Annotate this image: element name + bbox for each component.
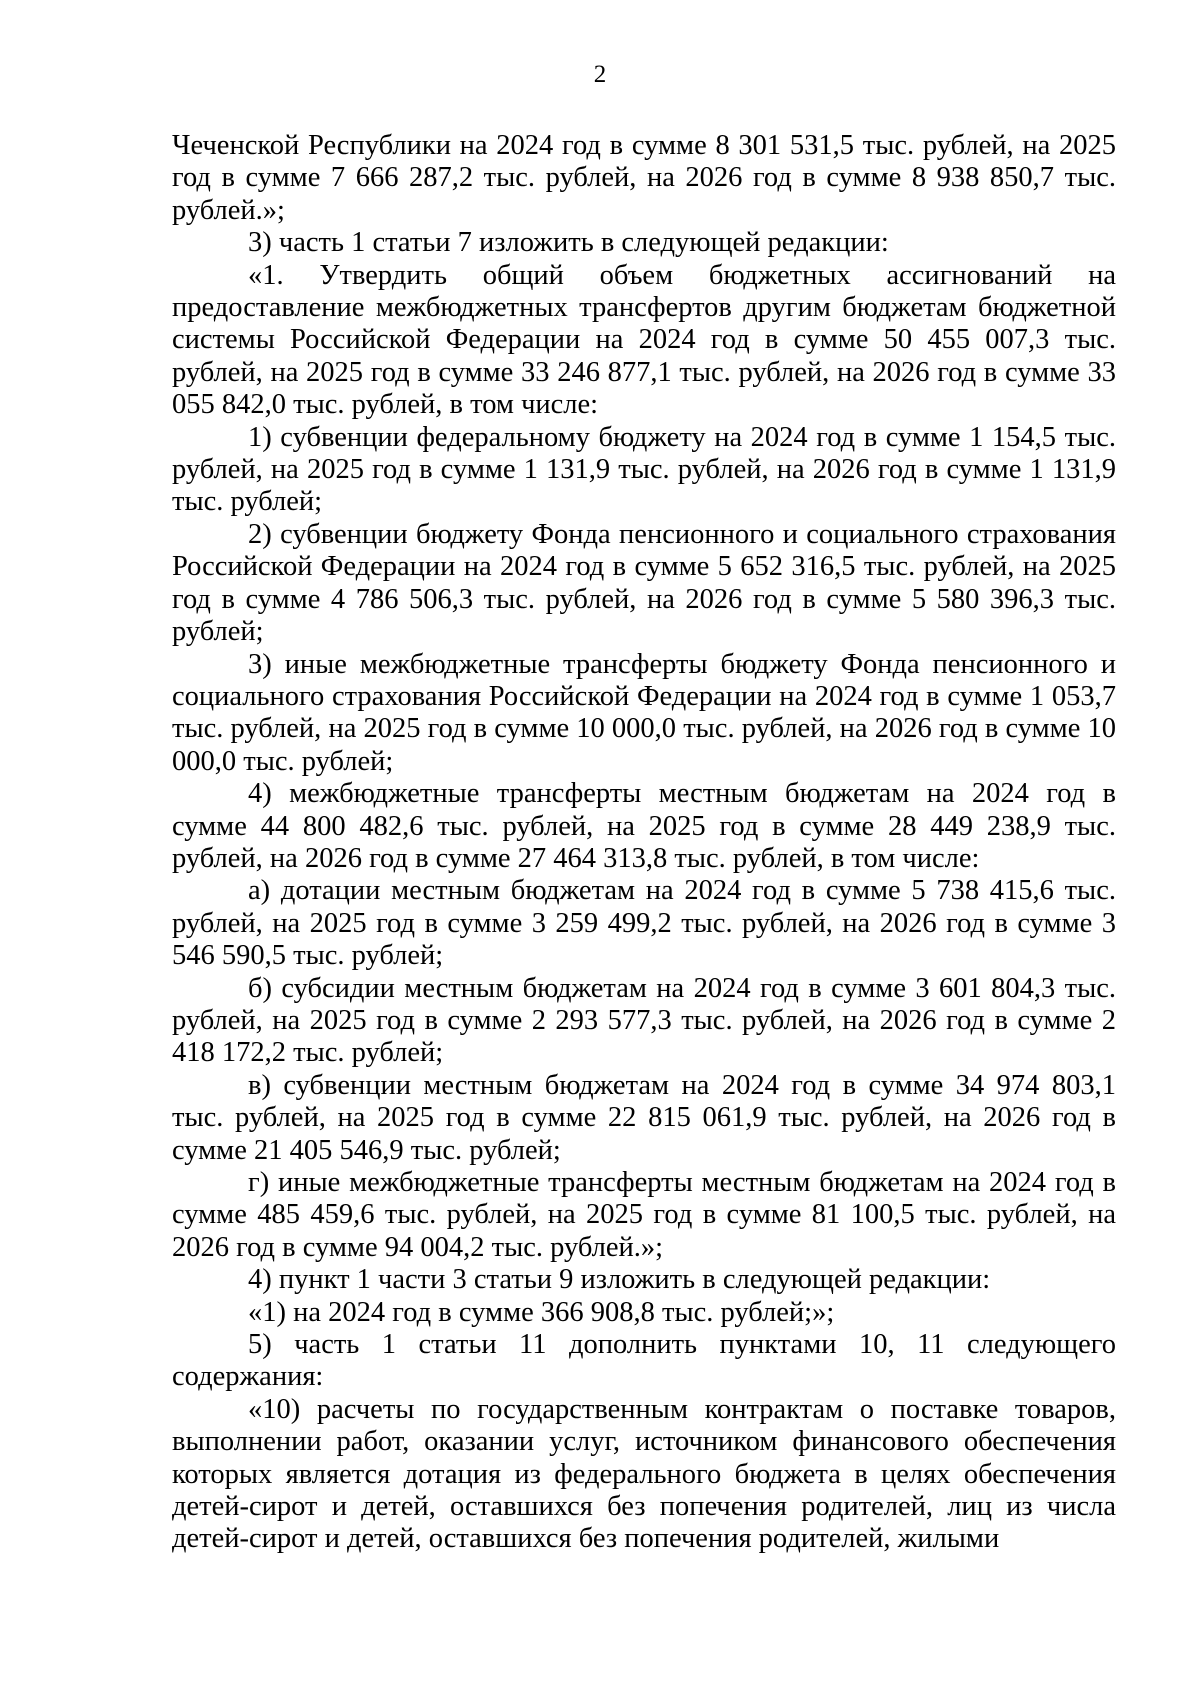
paragraph-item-4-text: «1) на 2024 год в сумме 366 908,8 тыс. рублей;»; [248, 1296, 835, 1328]
paragraph-subitem-g: г) иные межбюджетные трансферты местным бюджетам на 2024 год в сумме 485 459,6 тыс. рублей, на 2025 год в сумме 81 100,5 тыс. рублей, на 2026 год в сумме 94 004,2 тыс. рублей.»; [172, 1167, 1116, 1263]
paragraph-item-5: 5) часть 1 статьи 11 дополнить пунктами 10, 11 следующего содержания: [172, 1329, 1116, 1393]
paragraph-subitem-1: 1) субвенции федеральному бюджету на 2024 год в сумме 1 154,5 тыс. рублей, на 2025 год в сумме 1 131,9 тыс. рублей, на 2026 год в сумме 1 131,9 тыс. рублей; [172, 421, 1116, 518]
paragraph-item-4: 4) пункт 1 части 3 статьи 9 изложить в следующей редакции: [248, 1264, 991, 1296]
paragraph-subitem-a: а) дотации местным бюджетам на 2024 год в сумме 5 738 415,6 тыс. рублей, на 2025 год в сумме 3 259 499,2 тыс. рублей, на 2026 год в сумме 3 546 590,5 тыс. рублей; [172, 875, 1116, 972]
paragraph-subitem-2: 2) субвенции бюджету Фонда пенсионного и социального страхования Российской Федерации на 2024 год в сумме 5 652 316,5 тыс. рублей, на 2025 год в сумме 4 786 506,3 тыс. рублей, на 2026 год в сумме 5 580 396,3 тыс. рублей; [172, 518, 1116, 648]
page-number: 2 [593, 61, 607, 88]
paragraph-item-10: «10) расчеты по государственным контрактам о поставке товаров, выполнении работ, оказании услуг, источником финансового обеспечения которых является дотация из федерального бюджета в целях обеспечения детей-сирот и детей, оставшихся без попечения родителей, лиц из числа детей-сирот и детей, оставшихся без попечения родителей, жилыми [172, 1393, 1116, 1555]
paragraph-article-7-part-1: «1. Утвердить общий объем бюджетных ассигнований на предоставление межбюджетных трансфертов другим бюджетам бюджетной системы Российской Федерации на 2024 год в сумме 50 455 007,3 тыс. рублей, на 2025 год в сумме 33 246 877,1 тыс. рублей, на 2026 год в сумме 33 055 842,0 тыс. рублей, в том числе: [172, 259, 1116, 421]
document-body [172, 130, 1116, 1556]
paragraph-subitem-b: б) субсидии местным бюджетам на 2024 год в сумме 3 601 804,3 тыс. рублей, на 2025 год в сумме 2 293 577,3 тыс. рублей, на 2026 год в сумме 2 418 172,2 тыс. рублей; [172, 972, 1116, 1069]
paragraph-subitem-3: 3) иные межбюджетные трансферты бюджету Фонда пенсионного и социального страхования Российской Федерации на 2024 год в сумме 1 053,7 тыс. рублей, на 2025 год в сумме 10 000,0 тыс. рублей, на 2026 год в сумме 10 000,0 тыс. рублей; [172, 648, 1116, 777]
paragraph-subitem-4: 4) межбюджетные трансферты местным бюджетам на 2024 год в сумме 44 800 482,6 тыс. рублей, на 2025 год в сумме 28 449 238,9 тыс. рублей, на 2026 год в сумме 27 464 313,8 тыс. рублей, в том числе: [172, 778, 1116, 874]
paragraph-continuation: Чеченской Республики на 2024 год в сумме 8 301 531,5 тыс. рублей, на 2025 год в сумме 7 666 287,2 тыс. рублей, на 2026 год в сумме 8 938 850,7 тыс. рублей.»; [172, 130, 1116, 226]
paragraph-item-3: 3) часть 1 статьи 7 изложить в следующей редакции: [248, 227, 889, 259]
paragraph-subitem-v: в) субвенции местным бюджетам на 2024 год в сумме 34 974 803,1 тыс. рублей, на 2025 год в сумме 22 815 061,9 тыс. рублей, на 2026 год в сумме 21 405 546,9 тыс. рублей; [172, 1069, 1116, 1166]
